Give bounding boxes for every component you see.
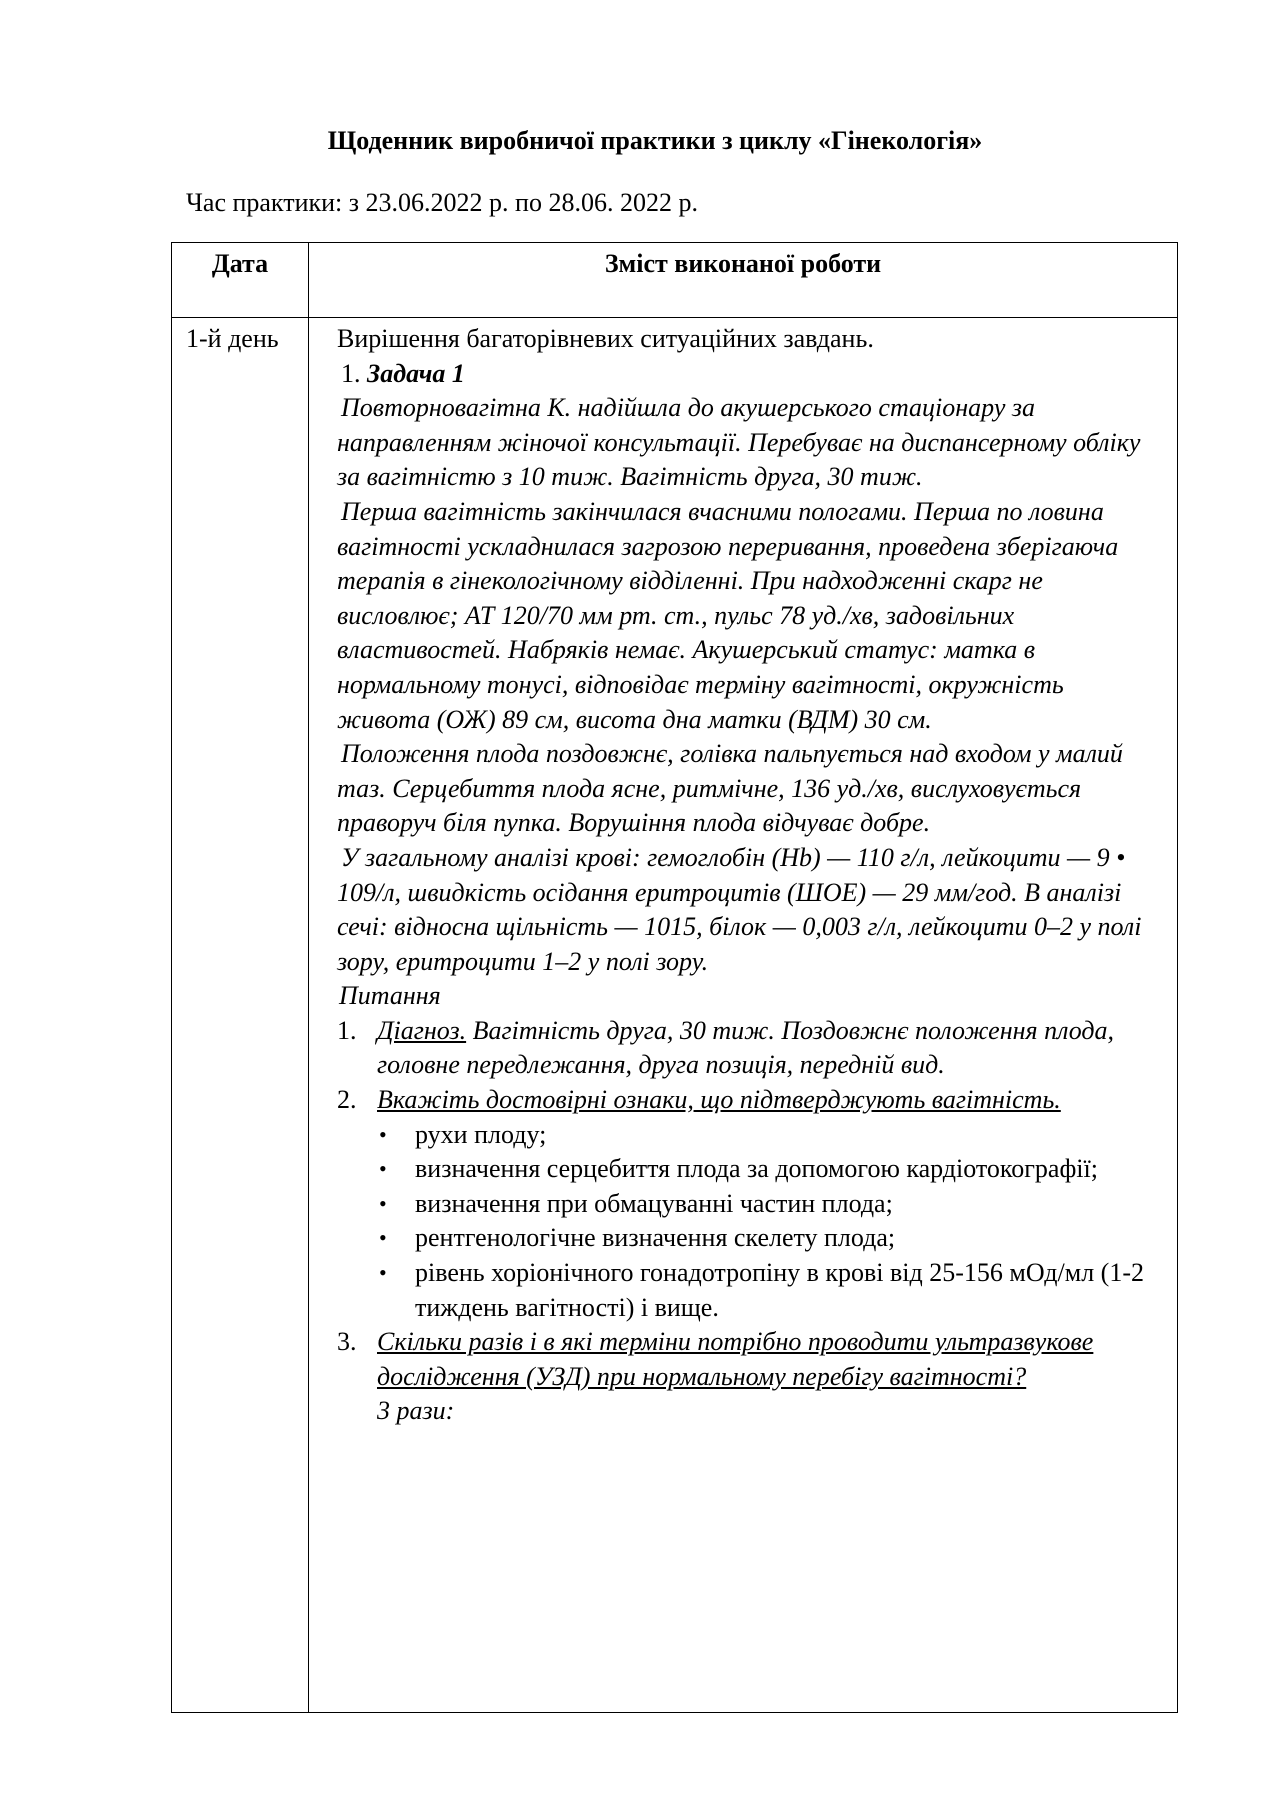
bullet-icon: • (379, 1121, 387, 1147)
table-header-row (172, 243, 1178, 318)
questions-label: Питання (339, 981, 441, 1011)
list-item: • рухи плоду; (337, 1118, 1163, 1153)
task-title: Задача 1 (367, 358, 465, 388)
bullet-icon: • (379, 1225, 387, 1251)
signs-list (337, 1118, 1163, 1326)
list-item: • рентгенологічне визначення скелету плода; (337, 1221, 1163, 1256)
list-item: • визначення при обмацуванні частин плода; (337, 1187, 1163, 1222)
bullet-icon: • (379, 1260, 387, 1286)
content-cell (309, 318, 1178, 1713)
question-answer: Вагітність друга, 30 тиж. Поздовжнє положення плода, головне передлежання, друга позиція, передній вид. (377, 1015, 1115, 1080)
task-paragraph: Повторновагітна К. надійшла до акушерського стаціонару за направленням жіночої консультації. Перебуває на диспансерному обліку за вагітністю з 10 тиж. Вагітність друга, 30 тиж. (337, 393, 1141, 492)
date-cell: 1-й день (172, 318, 309, 1713)
header-date: Дата (172, 243, 309, 318)
task-paragraph: У загальному аналізі крові: гемоглобін (Hb) — 110 г/л, лейкоцити — 9 • 109/л, швидкість осідання еритроцитів (ШОЕ) — 29 мм/год. В аналізі сечі: відносна щільність — 1015, білок — 0,003 г/л, лейкоцити 0–2 у полі зору, еритроцити 1–2 у полі зору. (337, 842, 1142, 976)
question-item (337, 1083, 1163, 1118)
list-item: • визначення серцебиття плода за допомогою кардіотокографії; (337, 1152, 1163, 1187)
intro-text: Вирішення багаторівневих ситуаційних завдань. (337, 324, 874, 353)
task-heading (337, 357, 1163, 392)
task-paragraph: Положення плода поздовжнє, голівка пальпується над входом у малий таз. Серцебиття плода ясне, ритмічне, 136 уд./хв, вислуховується праворуч біля пупка. Ворушіння плода відчуває добре. (337, 739, 1123, 838)
questions-list-continued (337, 1325, 1163, 1429)
bullet-icon: • (379, 1190, 387, 1216)
question-number: 2. (337, 1085, 357, 1115)
bullet-icon: • (379, 1156, 387, 1182)
question-answer: 3 рази: (377, 1396, 455, 1426)
practice-period: Час практики: з 23.06.2022 р. по 28.06. 2022 р. (186, 188, 698, 217)
questions-list (337, 1014, 1163, 1118)
question-number: 3. (337, 1327, 357, 1357)
task-number: 1. (341, 358, 361, 388)
page-title: Щоденник виробничої практики з циклу «Гінекологія» (327, 126, 983, 155)
question-number: 1. (337, 1015, 357, 1045)
diary-table (171, 242, 1178, 1713)
question-label: Діагноз. (377, 1015, 467, 1045)
question-item (337, 1014, 1163, 1083)
question-label: Вкажіть достовірні ознаки, що підтверджують вагітність. (377, 1085, 1061, 1115)
table-row (172, 318, 1178, 1713)
question-item (337, 1325, 1163, 1429)
question-label: Скільки разів і в які терміни потрібно проводити ультразвукове дослідження (УЗД) при нормальному перебігу вагітності? (377, 1327, 1094, 1391)
header-content: Зміст виконаної роботи (309, 243, 1178, 318)
task-paragraph: Перша вагітність закінчилася вчасними пологами. Перша по ловина вагітності ускладнилася загрозою переривання, проведена зберігаюча терапія в гінекологічному відділенні. При надходженні скарг не висловлює; АТ 120/70 мм рт. ст., пульс 78 уд./хв, задовільних властивостей. Набряків немає. Акушерський статус: матка в нормальному тонусі, відповідає терміну вагітності, окружність живота (ОЖ) 89 см, висота дна матки (ВДМ) 30 см. (337, 496, 1119, 734)
list-item: • рівень хоріонічного гонадотропіну в крові від 25-156 мОд/мл (1-2 тиждень вагітності) і вище. (379, 1258, 1145, 1322)
